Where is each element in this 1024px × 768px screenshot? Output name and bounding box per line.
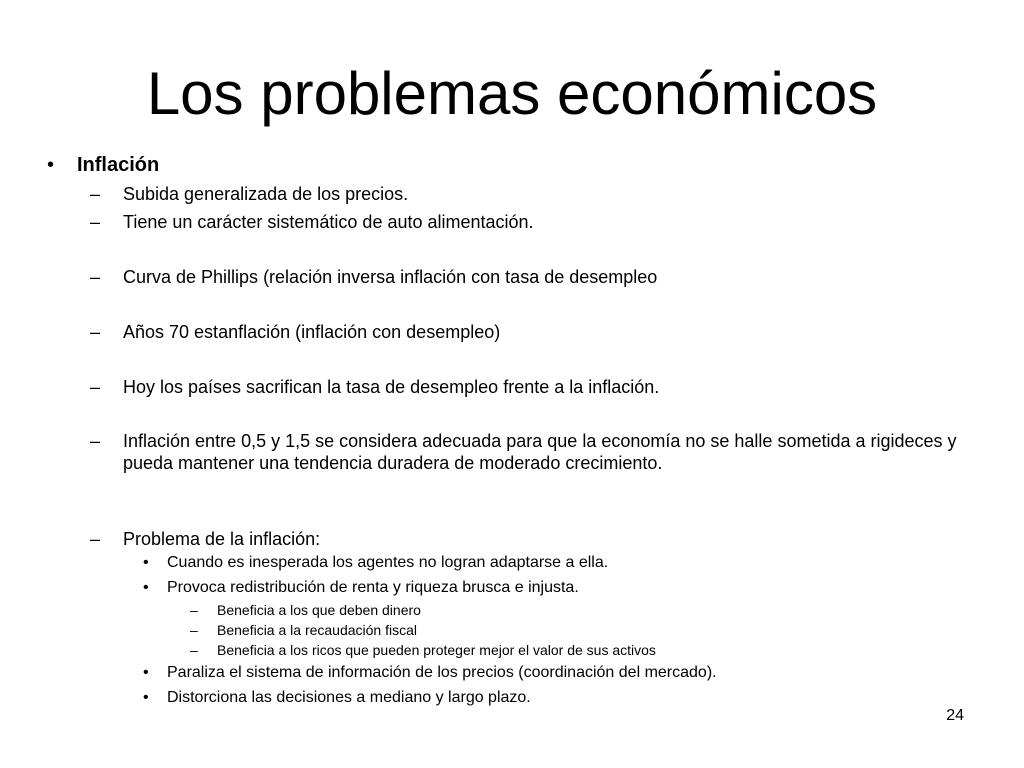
page-number: 24 <box>946 707 964 724</box>
dash-marker: – <box>90 431 101 451</box>
bullet-heading: Inflación <box>77 154 160 176</box>
dash-marker: – <box>90 322 101 342</box>
bullet-marker: • <box>143 554 149 571</box>
sub-sub-item-text: Provoca redistribución de renta y riqueza brusca e injusta. <box>167 579 579 596</box>
bullet-marker: • <box>143 689 149 706</box>
dash-marker: – <box>90 529 101 549</box>
dash-marker: – <box>190 622 198 638</box>
dash-marker: – <box>90 267 101 287</box>
sub-sub-item-text: Distorciona las decisiones a mediano y largo plazo. <box>167 689 531 706</box>
sub-item-text: Curva de Phillips (relación inversa inflación con tasa de desempleo <box>123 267 658 287</box>
level-four-item-text: Beneficia a los que deben dinero <box>217 602 421 618</box>
sub-item-text: Inflación entre 0,5 y 1,5 se considera adecuada para que la economía no se halle sometida a rigideces y pueda mantener una tendencia duradera de moderado crecimiento. <box>123 431 957 473</box>
sub-item-text: Problema de la inflación: <box>123 529 321 549</box>
sub-item-text: Subida generalizada de los precios. <box>123 184 409 204</box>
slide-title: Los problemas económicos <box>146 60 878 127</box>
level-four-item-text: Beneficia a los ricos que pueden proteger mejor el valor de sus activos <box>217 642 656 658</box>
sub-item-text: Tiene un carácter sistemático de auto alimentación. <box>123 212 534 232</box>
dash-marker: – <box>90 377 101 397</box>
sub-item-text: Hoy los países sacrifican la tasa de desempleo frente a la inflación. <box>123 377 660 397</box>
bullet-marker: • <box>143 664 149 681</box>
sub-sub-item-text: Paraliza el sistema de información de los precios (coordinación del mercado). <box>167 664 717 681</box>
dash-marker: – <box>90 184 101 204</box>
dash-marker: – <box>190 602 198 618</box>
bullet-marker: • <box>47 154 55 176</box>
sub-item-text: Años 70 estanflación (inflación con desempleo) <box>123 322 501 342</box>
dash-marker: – <box>190 642 198 658</box>
dash-marker: – <box>90 212 101 232</box>
level-four-item-text: Beneficia a la recaudación fiscal <box>217 622 418 638</box>
sub-sub-item-text: Cuando es inesperada los agentes no logran adaptarse a ella. <box>167 554 609 571</box>
bullet-marker: • <box>143 579 149 596</box>
